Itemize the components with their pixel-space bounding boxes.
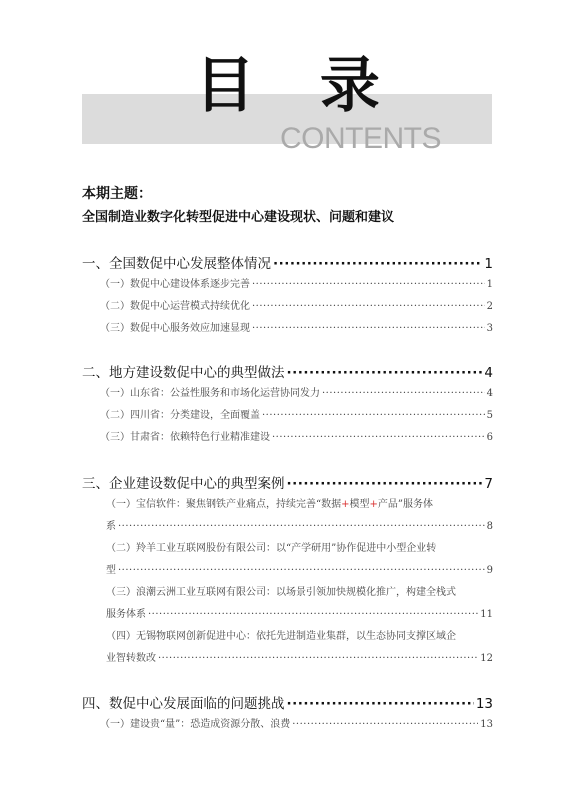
toc-entry-label: （三）甘肃省：依赖特色行业精准建设 (100, 432, 270, 443)
toc-entry-label: （二）数促中心运营模式持续优化 (100, 301, 250, 312)
toc-heading-label: 四、数促中心发展面临的问题挑战 (82, 696, 285, 712)
toc-page-number: 4 (484, 365, 493, 381)
toc-heading[interactable] (82, 363, 493, 383)
theme-label: 本期主题： (82, 186, 152, 202)
toc-entry-label: （二）四川省：分类建设，全面覆盖 (100, 410, 260, 421)
toc-heading-label: 一、全国数促中心发展整体情况 (82, 256, 271, 272)
toc-entry-label: （一）山东省：公益性服务和市场化运营协同发力 (100, 388, 320, 399)
toc-entry-label: （三）数促中心服务效应加速显现 (100, 323, 250, 334)
toc-entry-line2: 服务体系 ····· 11 (82, 604, 493, 626)
toc-section-4 (82, 694, 493, 736)
toc-section-3 (82, 474, 493, 670)
toc-entry-multiline[interactable] (82, 626, 493, 670)
toc-page-number: 7 (484, 476, 493, 492)
toc-entry[interactable] (82, 714, 493, 736)
toc-heading[interactable] (82, 694, 493, 714)
toc-page-number: 1 (486, 279, 493, 290)
toc-page-number: 1 (484, 256, 493, 272)
toc-page-number: 9 (486, 565, 493, 576)
toc-entry-line1: （三）浪潮云洲工业互联网有限公司：以场景引领加快规模化推广，构建全栈式 (106, 587, 456, 598)
toc-heading-label: 二、地方建设数促中心的典型做法 (82, 365, 285, 381)
toc-entry[interactable] (82, 427, 493, 449)
toc-heading[interactable] (82, 474, 493, 494)
toc-page-number: 13 (480, 719, 493, 730)
toc-page-number: 11 (480, 609, 493, 620)
page-subtitle-en: CONTENTS (280, 122, 441, 155)
plus-sign: + (341, 499, 350, 510)
toc-entry-label: （一）数促中心建设体系逐步完善 (100, 279, 250, 290)
toc-entry[interactable] (82, 318, 493, 340)
theme-text: 全国制造业数字化转型促进中心建设现状、问题和建议 (82, 210, 395, 225)
toc-entry-line1: （四）无锡物联网创新促进中心：依托先进制造业集群，以生态协同支撑区域企 (106, 631, 456, 642)
toc-entry-line1: （一）宝信软件：聚焦钢铁产业痛点，持续完善“数据+模型+产品”服务体 (106, 499, 434, 510)
toc-entry-line2: 业智转数改 ····· 12 (82, 648, 493, 670)
toc-entry-line1: （二）羚羊工业互联网股份有限公司：以“产学研用”协作促进中小型企业转 (106, 543, 437, 554)
toc-entry[interactable] (82, 383, 493, 405)
toc-page-number: 5 (486, 410, 493, 421)
toc-entry-label: （一）建设贵“量”：恐造成资源分散、浪费 (100, 719, 291, 730)
toc-page-number: 8 (486, 521, 493, 532)
toc-entry-multiline[interactable] (82, 538, 493, 582)
toc-entry-multiline[interactable] (82, 582, 493, 626)
plus-sign: + (369, 499, 378, 510)
toc-heading-label: 三、企业建设数促中心的典型案例 (82, 476, 285, 492)
toc-page-number: 4 (486, 388, 493, 399)
page-title: 目 录 (195, 51, 402, 121)
toc-heading[interactable] (82, 254, 493, 274)
toc-page-number: 13 (475, 696, 493, 712)
toc-section-1 (82, 254, 493, 340)
toc-page-number: 6 (486, 432, 493, 443)
toc-page-number: 3 (486, 323, 493, 334)
toc-entry[interactable] (82, 405, 493, 427)
toc-entry[interactable] (82, 296, 493, 318)
toc-entry[interactable] (82, 274, 493, 296)
toc-section-2 (82, 363, 493, 449)
toc-page-number: 12 (480, 653, 493, 664)
toc-page-number: 2 (486, 301, 493, 312)
toc-entry-multiline[interactable] (82, 494, 493, 538)
toc-entry-line2: 系 ····· 8 (82, 516, 493, 538)
toc-entry-line2: 型 ····· 9 (82, 560, 493, 582)
